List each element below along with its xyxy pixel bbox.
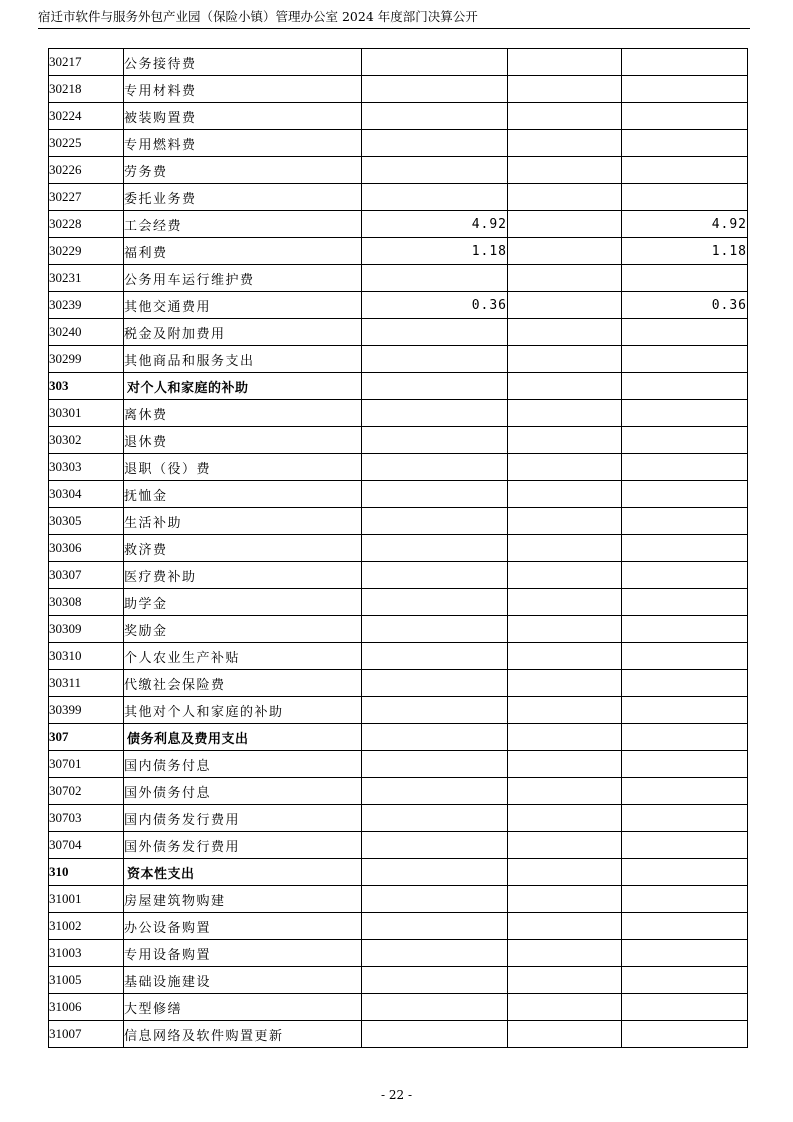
amount-cell-1 (362, 778, 508, 805)
item-code-cell: 30301 (49, 400, 124, 427)
amount-cell-1 (362, 535, 508, 562)
amount-cell-1 (362, 940, 508, 967)
document-header: 宿迁市软件与服务外包产业园（保险小镇）管理办公室 2024 年度部门决算公开 (38, 9, 478, 24)
category-row (49, 724, 748, 751)
page-number: - 22 - (380, 1088, 412, 1102)
table-row (49, 832, 748, 859)
amount-cell-3 (622, 535, 748, 562)
amount-cell-2 (508, 319, 622, 346)
amount-cell-1 (362, 859, 508, 886)
table-row (49, 913, 748, 940)
amount-cell-1 (362, 373, 508, 400)
amount-cell-2 (508, 238, 622, 265)
table-row (49, 994, 748, 1021)
amount-cell-2 (508, 76, 622, 103)
amount-cell-1: 4.92 (362, 211, 508, 238)
table-row (49, 643, 748, 670)
amount-cell-1 (362, 562, 508, 589)
table-row (49, 670, 748, 697)
amount-cell-1 (362, 616, 508, 643)
amount-cell-2 (508, 508, 622, 535)
item-name-cell: 专用燃料费 (124, 130, 362, 157)
item-code-cell: 30239 (49, 292, 124, 319)
amount-cell-2 (508, 940, 622, 967)
table-row (49, 454, 748, 481)
amount-cell-2 (508, 967, 622, 994)
amount-cell-2 (508, 589, 622, 616)
table-row (49, 616, 748, 643)
item-code-cell: 30704 (49, 832, 124, 859)
amount-cell-1 (362, 508, 508, 535)
table-row (49, 589, 748, 616)
item-code-cell: 30218 (49, 76, 124, 103)
item-name-cell: 资本性支出 (124, 859, 362, 886)
amount-cell-2 (508, 1021, 622, 1048)
item-name-cell: 大型修缮 (124, 994, 362, 1021)
amount-cell-1 (362, 400, 508, 427)
table-row (49, 76, 748, 103)
category-row (49, 859, 748, 886)
item-name-cell: 基础设施建设 (124, 967, 362, 994)
amount-cell-2 (508, 994, 622, 1021)
table-row (49, 49, 748, 76)
category-row (49, 373, 748, 400)
item-name-cell: 工会经费 (124, 211, 362, 238)
item-code-cell: 30217 (49, 49, 124, 76)
amount-cell-1: 0.36 (362, 292, 508, 319)
amount-cell-1 (362, 103, 508, 130)
amount-cell-2 (508, 913, 622, 940)
amount-cell-3 (622, 49, 748, 76)
amount-cell-3 (622, 616, 748, 643)
table-row (49, 427, 748, 454)
amount-cell-3 (622, 913, 748, 940)
amount-cell-3 (622, 778, 748, 805)
table-row (49, 211, 748, 238)
table-row (49, 562, 748, 589)
amount-cell-1 (362, 427, 508, 454)
item-code-cell: 30311 (49, 670, 124, 697)
table-row (49, 157, 748, 184)
table-row (49, 400, 748, 427)
amount-cell-1 (362, 697, 508, 724)
item-code-cell: 30307 (49, 562, 124, 589)
amount-cell-3 (622, 670, 748, 697)
item-code-cell: 30702 (49, 778, 124, 805)
header-divider (38, 28, 750, 29)
item-code-cell: 31005 (49, 967, 124, 994)
amount-cell-3 (622, 859, 748, 886)
amount-cell-2 (508, 427, 622, 454)
amount-cell-3 (622, 427, 748, 454)
amount-cell-2 (508, 130, 622, 157)
amount-cell-3 (622, 724, 748, 751)
item-code-cell: 30224 (49, 103, 124, 130)
amount-cell-2 (508, 670, 622, 697)
amount-cell-2 (508, 346, 622, 373)
amount-cell-1 (362, 130, 508, 157)
amount-cell-2 (508, 751, 622, 778)
item-name-cell: 国内债务付息 (124, 751, 362, 778)
amount-cell-2 (508, 157, 622, 184)
item-code-cell: 30229 (49, 238, 124, 265)
amount-cell-3 (622, 751, 748, 778)
table-row (49, 805, 748, 832)
item-code-cell: 307 (49, 724, 124, 751)
item-name-cell: 抚恤金 (124, 481, 362, 508)
amount-cell-1 (362, 157, 508, 184)
amount-cell-3: 4.92 (622, 211, 748, 238)
item-name-cell: 国内债务发行费用 (124, 805, 362, 832)
amount-cell-3 (622, 508, 748, 535)
item-name-cell: 助学金 (124, 589, 362, 616)
amount-cell-2 (508, 184, 622, 211)
table-row (49, 535, 748, 562)
amount-cell-3 (622, 103, 748, 130)
expenditure-table (48, 48, 748, 1048)
amount-cell-1 (362, 724, 508, 751)
amount-cell-2 (508, 724, 622, 751)
amount-cell-2 (508, 697, 622, 724)
item-name-cell: 医疗费补助 (124, 562, 362, 589)
amount-cell-3 (622, 697, 748, 724)
item-name-cell: 其他商品和服务支出 (124, 346, 362, 373)
item-name-cell: 离休费 (124, 400, 362, 427)
amount-cell-1 (362, 751, 508, 778)
amount-cell-1 (362, 913, 508, 940)
amount-cell-3 (622, 562, 748, 589)
amount-cell-3 (622, 940, 748, 967)
item-name-cell: 对个人和家庭的补助 (124, 373, 362, 400)
amount-cell-1 (362, 319, 508, 346)
item-name-cell: 税金及附加费用 (124, 319, 362, 346)
amount-cell-1 (362, 643, 508, 670)
item-code-cell: 30304 (49, 481, 124, 508)
item-code-cell: 30231 (49, 265, 124, 292)
amount-cell-2 (508, 616, 622, 643)
table-row (49, 967, 748, 994)
item-name-cell: 代缴社会保险费 (124, 670, 362, 697)
amount-cell-3 (622, 994, 748, 1021)
table-row (49, 778, 748, 805)
amount-cell-2 (508, 292, 622, 319)
table-row (49, 292, 748, 319)
item-name-cell: 其他交通费用 (124, 292, 362, 319)
amount-cell-3 (622, 589, 748, 616)
item-code-cell: 30227 (49, 184, 124, 211)
item-name-cell: 退职（役）费 (124, 454, 362, 481)
item-name-cell: 公务接待费 (124, 49, 362, 76)
amount-cell-3 (622, 265, 748, 292)
item-code-cell: 30302 (49, 427, 124, 454)
item-name-cell: 劳务费 (124, 157, 362, 184)
amount-cell-3 (622, 130, 748, 157)
amount-cell-2 (508, 265, 622, 292)
amount-cell-2 (508, 49, 622, 76)
amount-cell-3 (622, 967, 748, 994)
amount-cell-1 (362, 832, 508, 859)
item-name-cell: 公务用车运行维护费 (124, 265, 362, 292)
table-row (49, 103, 748, 130)
item-code-cell: 31003 (49, 940, 124, 967)
amount-cell-1 (362, 994, 508, 1021)
amount-cell-1: 1.18 (362, 238, 508, 265)
table-row (49, 508, 748, 535)
item-code-cell: 30306 (49, 535, 124, 562)
item-code-cell: 30226 (49, 157, 124, 184)
table-row (49, 265, 748, 292)
table-row (49, 751, 748, 778)
amount-cell-2 (508, 562, 622, 589)
item-code-cell: 30310 (49, 643, 124, 670)
amount-cell-2 (508, 400, 622, 427)
amount-cell-3 (622, 481, 748, 508)
item-name-cell: 委托业务费 (124, 184, 362, 211)
item-code-cell: 30703 (49, 805, 124, 832)
table-row (49, 319, 748, 346)
amount-cell-3 (622, 76, 748, 103)
amount-cell-2 (508, 481, 622, 508)
amount-cell-2 (508, 535, 622, 562)
amount-cell-1 (362, 967, 508, 994)
item-code-cell: 31002 (49, 913, 124, 940)
amount-cell-3 (622, 805, 748, 832)
amount-cell-1 (362, 1021, 508, 1048)
amount-cell-2 (508, 832, 622, 859)
amount-cell-2 (508, 454, 622, 481)
expenditure-table-body (49, 49, 748, 1048)
amount-cell-2 (508, 643, 622, 670)
amount-cell-2 (508, 373, 622, 400)
item-name-cell: 救济费 (124, 535, 362, 562)
amount-cell-3 (622, 643, 748, 670)
table-row (49, 697, 748, 724)
amount-cell-3 (622, 454, 748, 481)
amount-cell-3 (622, 319, 748, 346)
item-name-cell: 信息网络及软件购置更新 (124, 1021, 362, 1048)
amount-cell-1 (362, 886, 508, 913)
item-name-cell: 退休费 (124, 427, 362, 454)
amount-cell-1 (362, 265, 508, 292)
item-code-cell: 303 (49, 373, 124, 400)
item-code-cell: 30308 (49, 589, 124, 616)
item-code-cell: 30225 (49, 130, 124, 157)
table-row (49, 886, 748, 913)
item-code-cell: 30399 (49, 697, 124, 724)
amount-cell-2 (508, 805, 622, 832)
amount-cell-1 (362, 184, 508, 211)
item-name-cell: 国外债务发行费用 (124, 832, 362, 859)
amount-cell-3 (622, 886, 748, 913)
amount-cell-2 (508, 103, 622, 130)
item-name-cell: 债务利息及费用支出 (124, 724, 362, 751)
item-code-cell: 30240 (49, 319, 124, 346)
amount-cell-2 (508, 859, 622, 886)
table-row (49, 130, 748, 157)
item-code-cell: 30309 (49, 616, 124, 643)
item-code-cell: 30701 (49, 751, 124, 778)
amount-cell-1 (362, 346, 508, 373)
amount-cell-3 (622, 157, 748, 184)
item-code-cell: 310 (49, 859, 124, 886)
item-name-cell: 专用设备购置 (124, 940, 362, 967)
amount-cell-3: 0.36 (622, 292, 748, 319)
item-name-cell: 福利费 (124, 238, 362, 265)
amount-cell-2 (508, 886, 622, 913)
item-code-cell: 31001 (49, 886, 124, 913)
item-name-cell: 被装购置费 (124, 103, 362, 130)
table-row (49, 940, 748, 967)
amount-cell-3 (622, 1021, 748, 1048)
amount-cell-1 (362, 76, 508, 103)
item-code-cell: 30228 (49, 211, 124, 238)
amount-cell-1 (362, 481, 508, 508)
item-code-cell: 31007 (49, 1021, 124, 1048)
table-row (49, 1021, 748, 1048)
item-name-cell: 房屋建筑物购建 (124, 886, 362, 913)
amount-cell-1 (362, 49, 508, 76)
table-row (49, 184, 748, 211)
item-code-cell: 30305 (49, 508, 124, 535)
amount-cell-3 (622, 346, 748, 373)
amount-cell-1 (362, 670, 508, 697)
amount-cell-3 (622, 400, 748, 427)
amount-cell-3 (622, 832, 748, 859)
item-name-cell: 办公设备购置 (124, 913, 362, 940)
amount-cell-3 (622, 373, 748, 400)
amount-cell-1 (362, 589, 508, 616)
item-name-cell: 其他对个人和家庭的补助 (124, 697, 362, 724)
item-name-cell: 专用材料费 (124, 76, 362, 103)
table-row (49, 346, 748, 373)
amount-cell-3: 1.18 (622, 238, 748, 265)
item-name-cell: 个人农业生产补贴 (124, 643, 362, 670)
item-code-cell: 30303 (49, 454, 124, 481)
amount-cell-2 (508, 778, 622, 805)
item-name-cell: 国外债务付息 (124, 778, 362, 805)
table-row (49, 481, 748, 508)
table-row (49, 238, 748, 265)
amount-cell-1 (362, 805, 508, 832)
item-name-cell: 奖励金 (124, 616, 362, 643)
item-name-cell: 生活补助 (124, 508, 362, 535)
amount-cell-1 (362, 454, 508, 481)
amount-cell-2 (508, 211, 622, 238)
item-code-cell: 31006 (49, 994, 124, 1021)
item-code-cell: 30299 (49, 346, 124, 373)
amount-cell-3 (622, 184, 748, 211)
